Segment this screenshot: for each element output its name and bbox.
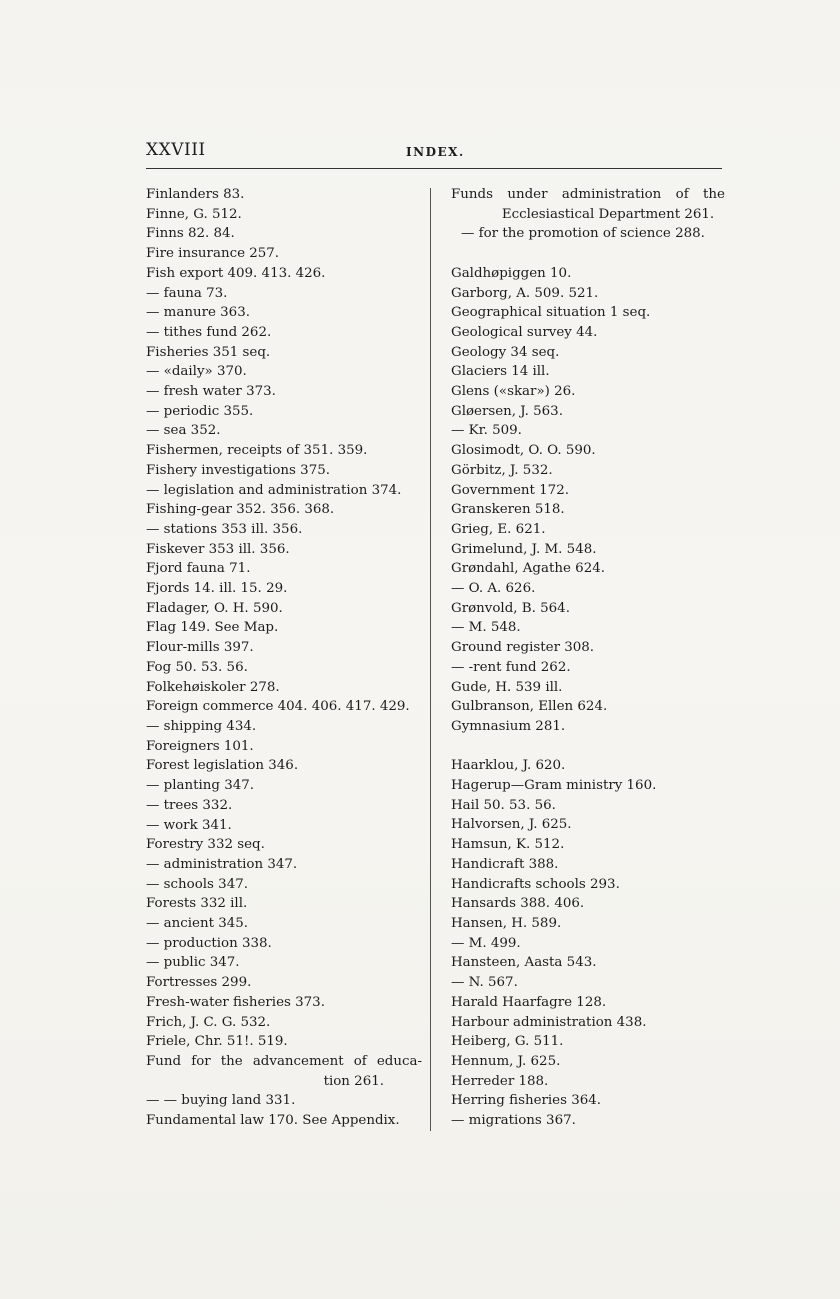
index-entry: Heiberg, G. 511. [451, 1034, 564, 1050]
index-entry: Harald Haarfagre 128. [451, 994, 607, 1010]
index-entry: — tithes fund 262. [146, 324, 272, 340]
index-entry: Fiskever 353 ill. 356. [146, 541, 290, 557]
index-entry: Gymnasium 281. [451, 718, 566, 734]
index-entry: Fishery investigations 375. [146, 462, 330, 478]
index-entry: Görbitz, J. 532. [451, 462, 553, 478]
index-entry: Foreigners 101. [146, 738, 254, 754]
index-entry: — ancient 345. [146, 916, 249, 932]
index-entry: Funds under administration of the [451, 187, 725, 202]
index-entry: Forest legislation 346. [146, 758, 299, 774]
index-entry: Fund for the advancement of educa- [146, 1053, 422, 1069]
index-column-right [451, 185, 725, 1131]
index-entry: Ground register 308. [451, 640, 595, 656]
index-entry: Fortresses 299. [146, 975, 252, 991]
index-entry: Granskeren 518. [451, 502, 565, 518]
index-entry: Hamsun, K. 512. [451, 837, 565, 853]
index-entry: Grieg, E. 621. [451, 521, 546, 537]
index-entry: Friele, Chr. 51!. 519. [146, 1034, 288, 1050]
index-entry: — Kr. 509. [451, 423, 522, 439]
index-entry: Hagerup—Gram ministry 160. [451, 778, 657, 794]
section-gap [451, 244, 725, 264]
index-entry: — planting 347. [146, 778, 255, 794]
index-entry: Glosimodt, O. O. 590. [451, 443, 596, 459]
index-entry: — trees 332. [146, 797, 233, 813]
index-entry: Glaciers 14 ill. [451, 364, 550, 380]
index-entry: — work 341. [146, 817, 232, 833]
index-entry: Galdhøpiggen 10. [451, 265, 572, 281]
index-entry: — production 338. [146, 935, 272, 951]
index-entry: Finlanders 83. [146, 187, 245, 202]
index-entry: Grimelund, J. M. 548. [451, 541, 597, 557]
index-entry: Fishermen, receipts of 351. 359. [146, 443, 368, 459]
index-entry: Gude, H. 539 ill. [451, 679, 563, 695]
index-entry: — M. 548. [451, 620, 521, 636]
index-entry: Haarklou, J. 620. [451, 758, 566, 774]
index-entry: Garborg, A. 509. 521. [451, 285, 599, 301]
index-entry: Handicrafts schools 293. [451, 876, 620, 892]
page-number: XXVIII [146, 140, 206, 160]
index-entry: Gløersen, J. 563. [451, 403, 563, 419]
index-entry: Finne, G. 512. [146, 206, 242, 222]
index-entry: Hennum, J. 625. [451, 1053, 561, 1069]
index-entry: — legislation and administration 374. [146, 482, 402, 498]
index-entry: Folkehøiskoler 278. [146, 679, 280, 695]
index-entry: Hansen, H. 589. [451, 915, 562, 931]
index-entry: Flour-mills 397. [146, 640, 254, 656]
index-entry: Fisheries 351 seq. [146, 344, 271, 360]
index-entry: Finns 82. 84. [146, 226, 235, 242]
index-entry: — — buying land 331. [146, 1093, 296, 1109]
index-entry: Forestry 332 seq. [146, 837, 265, 853]
index-entry: — N. 567. [451, 975, 518, 991]
section-gap [451, 737, 725, 757]
index-entry: Grønvold, B. 564. [451, 600, 570, 616]
index-entry: Grøndahl, Agathe 624. [451, 561, 605, 577]
index-entry: — for the promotion of science 288. [461, 226, 705, 242]
index-entry: Fladager, O. H. 590. [146, 600, 283, 616]
index-entry: Hansards 388. 406. [451, 896, 585, 912]
index-entry: — O. A. 626. [451, 581, 536, 597]
index-entry: — schools 347. [146, 876, 248, 892]
index-entry: Fundamental law 170. See Appendix. [146, 1113, 400, 1129]
index-entry: — fauna 73. [146, 285, 228, 301]
index-entry: — shipping 434. [146, 718, 257, 734]
index-entry: Gulbranson, Ellen 624. [451, 699, 608, 715]
index-entry: Fjord fauna 71. [146, 561, 251, 577]
index-entry: — manure 363. [146, 305, 250, 321]
running-head: INDEX. [406, 145, 465, 159]
index-entry: Fishing-gear 352. 356. 368. [146, 502, 335, 518]
index-entry: Hail 50. 53. 56. [451, 797, 556, 813]
index-entry: Geographical situation 1 seq. [451, 305, 651, 321]
index-entry: Handicraft 388. [451, 856, 559, 872]
index-entry: Frich, J. C. G. 532. [146, 1014, 271, 1030]
page-header [146, 138, 722, 169]
index-entry: Herring fisheries 364. [451, 1093, 602, 1109]
index-entry: — sea 352. [146, 423, 221, 439]
index-entry: Herreder 188. [451, 1073, 549, 1089]
index-entry-continuation: Ecclesiastical Department 261. [501, 206, 715, 222]
index-entry: — periodic 355. [146, 403, 254, 419]
index-entry: — «daily» 370. [146, 364, 247, 380]
index-entry: Fresh-water fisheries 373. [146, 994, 325, 1010]
index-entry: Fish export 409. 413. 426. [146, 265, 326, 281]
index-entry: — fresh water 373. [146, 384, 276, 400]
index-entry: Harbour administration 438. [451, 1014, 647, 1030]
index-entry: Fog 50. 53. 56. [146, 659, 248, 675]
index-entry: Geological survey 44. [451, 324, 598, 340]
index-entry: Geology 34 seq. [451, 344, 560, 360]
index-entry: Government 172. [451, 482, 569, 498]
index-entry: — -rent fund 262. [451, 659, 571, 675]
index-entry: Forests 332 ill. [146, 896, 248, 912]
index-entry: — M. 499. [451, 935, 521, 951]
index-entry: Foreign commerce 404. 406. 417. 429. [146, 699, 410, 715]
index-entry: — stations 353 ill. 356. [146, 521, 303, 537]
index-entry: Flag 149. See Map. [146, 620, 279, 636]
index-entry-continuation: tion 261. [323, 1073, 384, 1089]
index-entry: Fjords 14. ill. 15. 29. [146, 581, 288, 597]
index-entry: Glens («skar») 26. [451, 384, 576, 400]
column-divider [430, 188, 431, 1131]
index-entry: Halvorsen, J. 625. [451, 817, 572, 833]
index-entry: — administration 347. [146, 856, 298, 872]
index-entry: Hansteen, Aasta 543. [451, 955, 597, 971]
index-column-left [146, 185, 422, 1131]
index-entry: Fire insurance 257. [146, 246, 280, 262]
index-entry: — public 347. [146, 955, 240, 971]
index-entry: — migrations 367. [451, 1113, 576, 1129]
